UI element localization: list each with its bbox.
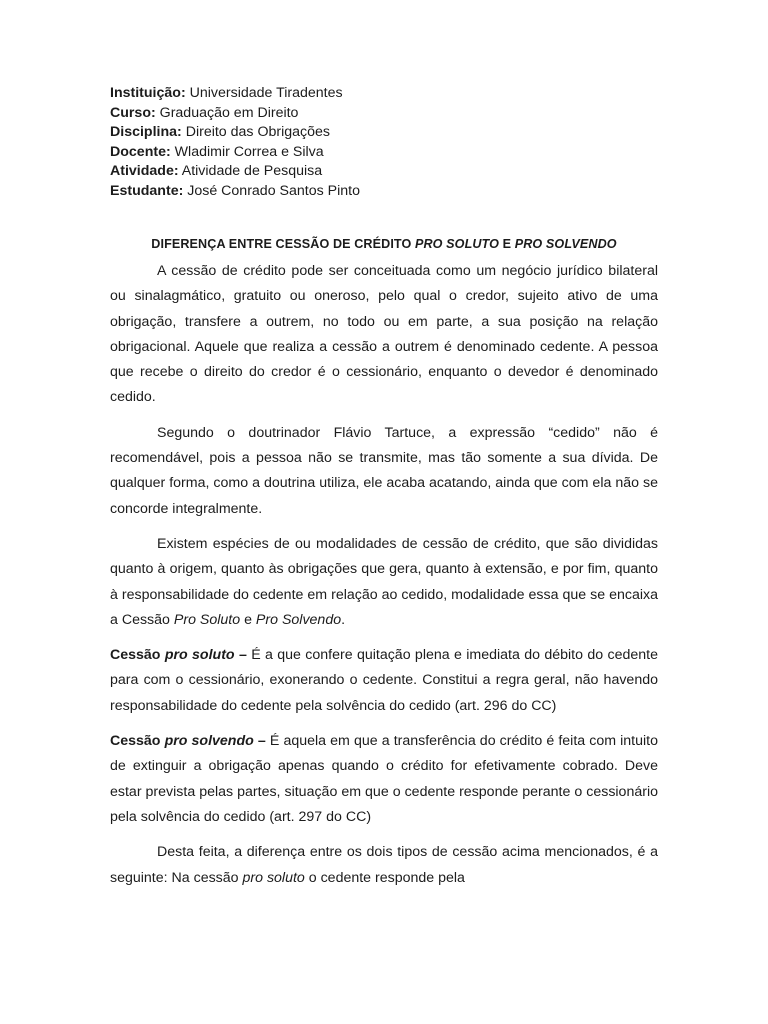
paragraph-3 (110, 532, 658, 633)
pro-soluto-term-prefix: Cessão (110, 647, 165, 664)
paragraph-3-italic-2: Pro Solvendo (255, 611, 342, 628)
pro-soluto-dash: – (234, 647, 247, 664)
paragraph-6-text: Desta feita, a diferença entre os dois tipos de cessão acima mencionados, é a seguinte: Na cessão (110, 844, 658, 886)
course-value: Graduação em Direito (155, 104, 299, 121)
paragraph-3-end: . (341, 611, 346, 628)
pro-solvendo-term-prefix: Cessão (110, 733, 165, 750)
paragraph-1: A cessão de crédito pode ser conceituada como um negócio jurídico bilateral ou sinalagmático, gratuito ou oneroso, pelo qual o credor, sujeito ativo de uma obrigação, transfere a outrem, no todo ou em parte, a sua posição na relação obrigacional. Aquele que realiza a cessão a outrem é denominado cedente. A pessoa que recebe o direito do credor é o cessionário, enquanto o devedor é denominado cedido. (110, 263, 658, 406)
activity-row (110, 162, 658, 182)
course-row (110, 104, 658, 124)
discipline-value: Direito das Obrigações (181, 124, 330, 140)
paragraph-6 (110, 840, 658, 891)
activity-label: Atividade: (110, 163, 179, 179)
pro-soluto-definition: É a que confere quitação plena e imediata do débito do cedente para com o cessionário, exonerando o cedente. Constitui a regra geral, não havendo responsabilidade do cedente pela solvência do cedido (art. 296 do CC) (110, 647, 658, 714)
title-part-1: DIFERENÇA ENTRE CESSÃO DE CRÉDITO (151, 237, 415, 251)
paragraph-3-italic-1: Pro Soluto (173, 611, 241, 628)
teacher-row (110, 143, 658, 163)
student-label: Estudante: (110, 182, 184, 199)
paragraph-6-end: o cedente responde pela (304, 869, 465, 886)
institution-value: Universidade Tiradentes (185, 85, 343, 101)
discipline-label: Disciplina: (110, 124, 182, 140)
paragraph-2: Segundo o doutrinador Flávio Tartuce, a expressão “cedido” não é recomendável, pois a pessoa não se transmite, mas tão somente a sua dívida. De qualquer forma, como a doutrina utiliza, ele acaba acatando, ainda que com ela não se concorde integralmente. (110, 424, 658, 517)
institution-row (110, 84, 658, 104)
institution-label: Instituição: (110, 85, 186, 101)
course-label: Curso: (110, 104, 156, 121)
pro-solvendo-term: pro solvendo (164, 733, 254, 750)
activity-value: Atividade de Pesquisa (178, 163, 323, 179)
document-title (110, 235, 658, 253)
discipline-row (110, 123, 658, 143)
student-value: José Conrado Santos Pinto (183, 182, 360, 199)
student-row (110, 182, 658, 202)
pro-solvendo-definition: É aquela em que a transferência do crédito é feita com intuito de extinguir a obrigação apenas quando o crédito for efetivamente cobrado. Deve estar prevista pelas partes, situação em que o cedente responde perante o cessionário pela solvência do cedido (art. 297 do CC) (110, 733, 658, 825)
paragraph-6-italic: pro soluto (242, 869, 305, 886)
pro-solvendo-dash: – (253, 733, 266, 750)
paragraph-pro-solvendo (110, 729, 658, 830)
title-part-3: E (499, 237, 515, 251)
title-part-2: PRO SOLUTO (414, 237, 500, 251)
paragraph-pro-soluto (110, 643, 658, 719)
teacher-value: Wladimir Correa e Silva (170, 143, 324, 160)
paragraph-3-text: Existem espécies de ou modalidades de cessão de crédito, que são divididas quanto à origem, quanto às obrigações que gera, quanto à extensão, e por fim, quanto à responsabilidade do cedente em relação ao cedido, modalidade essa que se encaixa a Cessão (110, 535, 658, 628)
document-body (110, 84, 658, 891)
title-part-4: PRO SOLVENDO (514, 237, 617, 251)
pro-soluto-term: pro soluto (164, 647, 235, 664)
header-info (110, 84, 658, 201)
paragraph-3-mid: e (240, 611, 256, 628)
teacher-label: Docente: (110, 143, 171, 160)
